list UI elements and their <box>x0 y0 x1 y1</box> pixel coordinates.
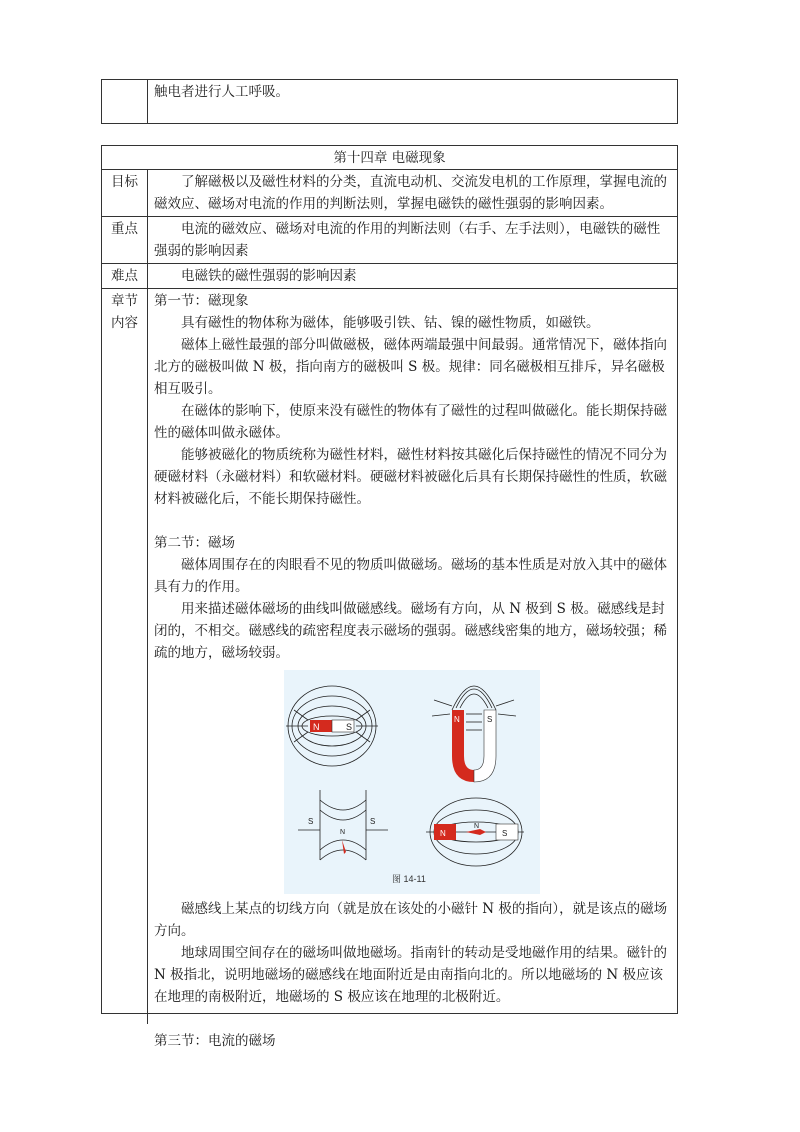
continued-table <box>101 79 678 124</box>
goal-label: 目标 <box>102 170 148 216</box>
key-text <box>148 217 677 263</box>
goal-row <box>102 169 677 216</box>
content-label-text: 章节内容 <box>111 293 138 331</box>
difficulty-label: 难点 <box>102 264 148 288</box>
magnetic-field-figure <box>284 670 540 894</box>
horseshoe-s-label: S <box>487 715 493 724</box>
key-row <box>102 216 677 263</box>
section2-paragraph-2: 用来描述磁体磁场的曲线叫做磁感线。磁场有方向，从 N 极到 S 极。磁感线是封闭的，不相交。磁感线的疏密程度表示磁场的强弱。磁感线密集的地方，磁场较强；稀疏的地方，磁场较弱。 <box>154 601 667 661</box>
like-poles-right-s: S <box>370 817 376 826</box>
section2-paragraph-4: 地球周围空间存在的磁场叫做地磁场。指南针的转动是受地磁作用的结果。磁针的 N 极指北，说明地磁场的磁感线在地面附近是由南指向北的。所以地磁场的 N 极应该在地理的南极附近，地磁场的 S 极应该在地理的北极附近。 <box>154 945 667 1005</box>
goal-text <box>148 170 677 216</box>
horseshoe-n-label: N <box>454 715 460 724</box>
difficulty-row <box>102 263 677 288</box>
like-poles-left-s: S <box>308 817 314 826</box>
section1-paragraph-1: 具有磁性的物体称为磁体，能够吸引铁、钴、镍的磁性物质，如磁铁。 <box>181 315 600 331</box>
key-paragraph: 电流的磁效应、磁场对电流的作用的判断法则（右手、左手法则），电磁铁的磁性强弱的影响因素 <box>154 221 661 259</box>
unlike-poles-s-label: S <box>502 829 508 838</box>
content-label <box>102 289 148 1024</box>
continued-row <box>102 80 677 123</box>
goal-paragraph: 了解磁极以及磁性材料的分类，直流电动机、交流发电机的工作原理，掌握电流的磁效应、磁场对电流的作用的判断法则，掌握电磁铁的磁性强弱的影响因素。 <box>154 174 667 212</box>
section2-paragraph-3: 磁感线上某点的切线方向（就是放在该处的小磁针 N 极的指向），就是该点的磁场方向。 <box>154 901 668 939</box>
chapter-title: 第十四章 电磁现象 <box>333 150 446 166</box>
content-row <box>102 288 677 1049</box>
magnetic-field-illustration <box>284 670 540 894</box>
section1-paragraph-2: 磁体上磁性最强的部分叫做磁极，磁体两端最强中间最弱。通常情况下，磁体指向北方的磁极叫做 N 极，指向南方的磁极叫 S 极。规律：同名磁极相互排斥，异名磁极相互吸引。 <box>154 337 667 397</box>
section1-heading: 第一节：磁现象 <box>154 293 249 309</box>
section2-paragraph-1: 磁体周围存在的肉眼看不见的物质叫做磁场。磁场的基本性质是对放入其中的磁体具有力的作用。 <box>154 557 667 595</box>
continued-text <box>148 80 677 123</box>
chapter-table <box>101 145 678 1049</box>
unlike-poles-n-label: N <box>440 829 446 838</box>
section-gap-2 <box>154 1008 671 1030</box>
like-poles-needle-n: N <box>340 829 346 836</box>
section1-paragraph-4: 能够被磁化的物质统称为磁性材料，磁性材料按其磁化后保持磁性的情况不同分为硬磁材料（永磁材料）和软磁材料。硬磁材料被磁化后具有长期保持磁性的性质，软磁材料被磁化后，不能长期保持磁性。 <box>154 447 667 507</box>
bar-magnet-n-label: N <box>313 722 320 732</box>
bar-magnet-s-label: S <box>346 722 353 732</box>
figure-caption: 图 14-11 <box>392 874 426 884</box>
section1-paragraph-3: 在磁体的影响下，使原来没有磁性的物体有了磁性的过程叫做磁化。能长期保持磁性的磁体叫做永磁体。 <box>154 403 667 441</box>
section3-heading: 第三节：电流的磁场 <box>154 1033 276 1049</box>
continued-label-cell <box>102 80 148 123</box>
section2-heading: 第二节：磁场 <box>154 535 235 551</box>
continued-paragraph: 触电者进行人工呼吸。 <box>154 84 289 100</box>
content-body <box>148 289 677 1049</box>
unlike-poles-needle-n: N <box>474 823 480 830</box>
difficulty-text <box>148 264 677 288</box>
key-label: 重点 <box>102 217 148 263</box>
section-gap <box>154 510 671 532</box>
difficulty-paragraph: 电磁铁的磁性强弱的影响因素 <box>181 268 357 284</box>
